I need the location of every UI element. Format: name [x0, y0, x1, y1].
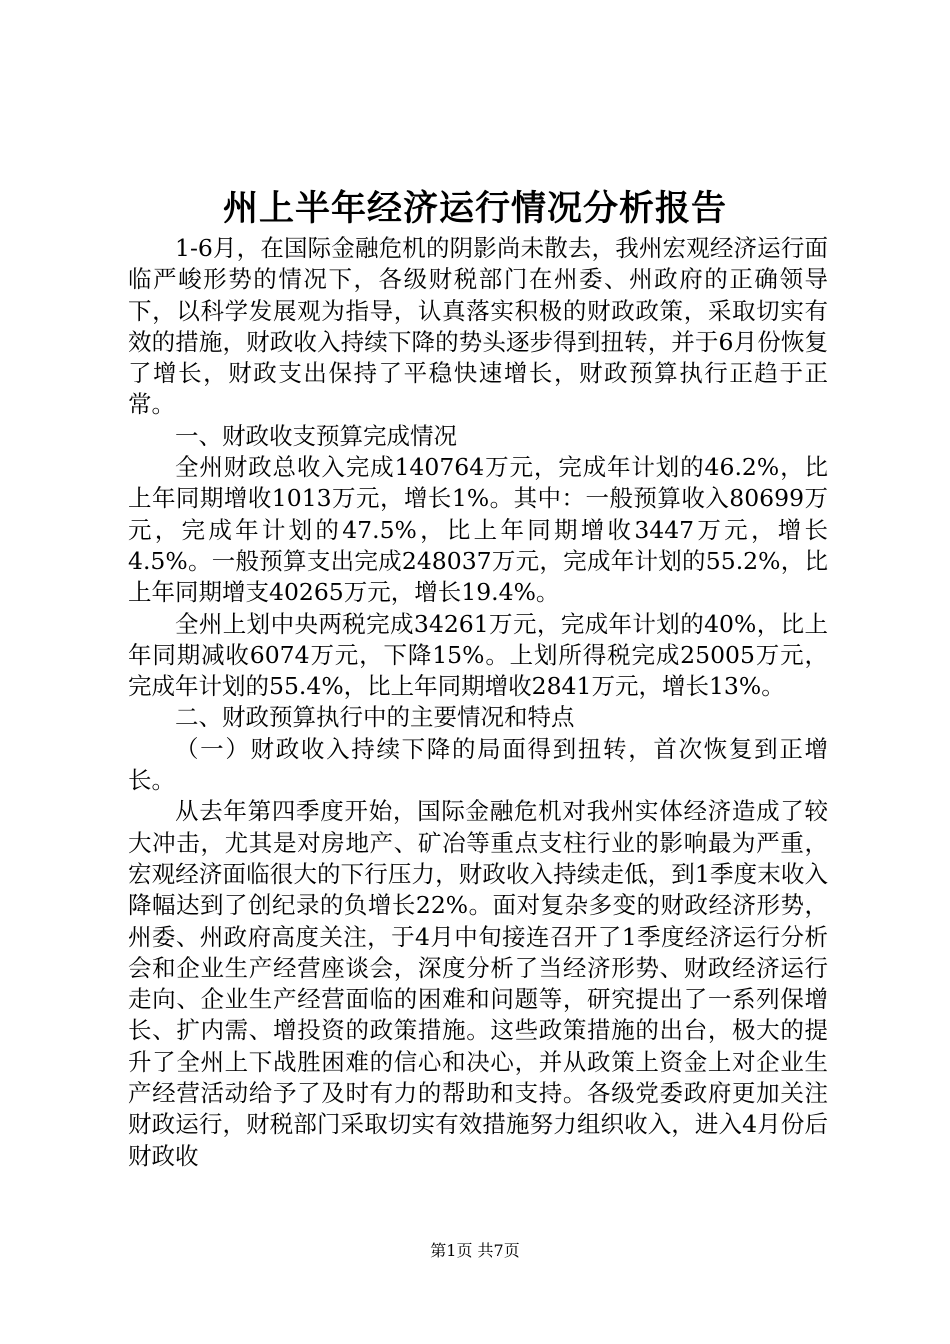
subsection-heading-1: （一）财政收入持续下降的局面得到扭转，首次恢复到正增长。: [128, 734, 828, 795]
page-footer: 第1页 共7页: [430, 1241, 520, 1260]
document-title: 州上半年经济运行情况分析报告: [222, 189, 727, 229]
revenue-paragraph: 全州财政总收入完成140764万元，完成年计划的46.2%，比上年同期增收1013万元，增长1%。其中：一般预算收入80699万元，完成年计划的47.5%，比上年同期增收3447万元，增长4.5%。一般预算支出完成248037万元，完成年计划的55.2%，比上年同期增支40265万元，增长19.4%。: [128, 453, 828, 607]
intro-paragraph: 1-6月，在国际金融危机的阴影尚未散去，我州宏观经济运行面临严峻形势的情况下，各级财税部门在州委、州政府的正确领导下，以科学发展观为指导，认真落实积极的财政政策，采取切实有效的措施，财政收入持续下降的势头逐步得到扭转，并于6月份恢复了增长，财政支出保持了平稳快速增长，财政预算执行正趋于正常。: [128, 234, 828, 419]
document-body: [128, 233, 828, 1172]
section-heading-1: 一、财政收支预算完成情况: [175, 421, 457, 450]
section-heading-2: 二、财政预算执行中的主要情况和特点: [175, 703, 575, 732]
central-tax-paragraph: 全州上划中央两税完成34261万元，完成年计划的40%，比上年同期减收6074万元，下降15%。上划所得税完成25005万元，完成年计划的55.4%，比上年同期增收2841万元，增长13%。: [128, 609, 828, 701]
analysis-paragraph: 从去年第四季度开始，国际金融危机对我州实体经济造成了较大冲击，尤其是对房地产、矿冶等重点支柱行业的影响最为严重，宏观经济面临很大的下行压力，财政收入持续走低，到1季度末收入降幅达到了创纪录的负增长22%。面对复杂多变的财政经济形势，州委、州政府高度关注，于4月中旬接连召开了1季度经济运行分析会和企业生产经营座谈会，深度分析了当经济形势、财政经济运行走向、企业生产经营面临的困难和问题等，研究提出了一系列保增长、扩内需、增投资的政策措施。这些政策措施的出台，极大的提升了全州上下战胜困难的信心和决心，并从政策上资金上对企业生产经营活动给予了及时有力的帮助和支持。各级党委政府更加关注财政运行，财税部门采取切实有效措施努力组织收入，进入4月份后财政收: [128, 797, 828, 1170]
